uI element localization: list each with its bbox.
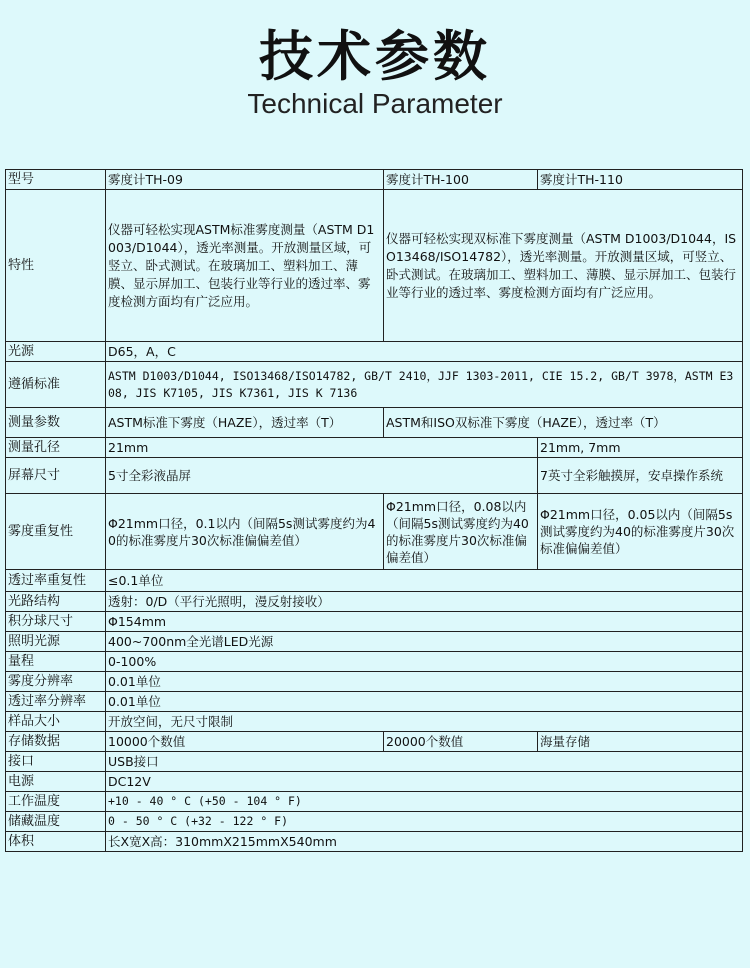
table-row xyxy=(6,772,743,792)
row-label: 光源 xyxy=(6,342,106,362)
table-cell: 10000个数值 xyxy=(106,732,384,752)
table-cell: 20000个数值 xyxy=(384,732,538,752)
row-label: 量程 xyxy=(6,652,106,672)
table-cell: D65，A，C xyxy=(106,342,743,362)
table-cell: 仪器可轻松实现ASTM标准雾度测量（ASTM D1003/D1044），透光率测量。开放测量区域，可竖立、卧式测试。在玻璃加工、塑料加工、薄膜、显示屏加工、包装行业等行业的透过率、雾度检测方面均有广泛应用。 xyxy=(106,190,384,342)
table-row xyxy=(6,342,743,362)
table-cell: 开放空间，无尺寸限制 xyxy=(106,712,743,732)
table-cell: 400~700nm全光谱LED光源 xyxy=(106,632,743,652)
row-label: 存储数据 xyxy=(6,732,106,752)
row-label: 光路结构 xyxy=(6,592,106,612)
table-row xyxy=(6,190,743,342)
table-cell: ASTM和ISO双标准下雾度（HAZE），透过率（T） xyxy=(384,408,743,438)
row-label: 遵循标准 xyxy=(6,362,106,408)
table-cell: ASTM D1003/D1044, ISO13468/ISO14782, GB/T 2410，JJF 1303-2011, CIE 15.2, GB/T 3978，ASTM E308, JIS K7105, JIS K7361, JIS K 7136 xyxy=(106,362,743,408)
table-row xyxy=(6,170,743,190)
table-row xyxy=(6,408,743,438)
table-cell: 5寸全彩液晶屏 xyxy=(106,458,538,494)
row-label: 电源 xyxy=(6,772,106,792)
table-row xyxy=(6,652,743,672)
table-cell: 0.01单位 xyxy=(106,692,743,712)
table-row xyxy=(6,570,743,592)
row-label: 特性 xyxy=(6,190,106,342)
row-label: 雾度分辨率 xyxy=(6,672,106,692)
table-row xyxy=(6,494,743,570)
table-row xyxy=(6,612,743,632)
table-cell: 7英寸全彩触摸屏，安卓操作系统 xyxy=(538,458,743,494)
table-cell: 长X宽X高：310mmX215mmX540mm xyxy=(106,832,743,852)
table-cell: 雾度计TH-09 xyxy=(106,170,384,190)
table-row xyxy=(6,672,743,692)
table-cell: USB接口 xyxy=(106,752,743,772)
table-cell: 21mm, 7mm xyxy=(538,438,743,458)
table-cell: 0 - 50 ° C (+32 - 122 ° F) xyxy=(106,812,743,832)
table-row xyxy=(6,438,743,458)
row-label: 样品大小 xyxy=(6,712,106,732)
table-row xyxy=(6,752,743,772)
table-cell: +10 - 40 ° C (+50 - 104 ° F) xyxy=(106,792,743,812)
table-row xyxy=(6,712,743,732)
row-label: 屏幕尺寸 xyxy=(6,458,106,494)
table-cell: Φ21mm口径，0.08以内（间隔5s测试雾度约为40的标准雾度片30次标准偏偏差值） xyxy=(384,494,538,570)
table-row xyxy=(6,592,743,612)
row-label: 测量参数 xyxy=(6,408,106,438)
table-cell: ≤0.1单位 xyxy=(106,570,743,592)
table-cell: DC12V xyxy=(106,772,743,792)
row-label: 测量孔径 xyxy=(6,438,106,458)
table-cell: 仪器可轻松实现双标准下雾度测量（ASTM D1003/D1044，ISO13468/ISO14782），透光率测量。开放测量区域，可竖立、卧式测试。在玻璃加工、塑料加工、薄膜、显示屏加工、包装行业等行业的透过率、雾度检测方面均有广泛应用。 xyxy=(384,190,743,342)
table-row xyxy=(6,458,743,494)
table-cell: Φ21mm口径，0.05以内（间隔5s测试雾度约为40的标准雾度片30次标准偏偏差值） xyxy=(538,494,743,570)
table-cell: 0-100% xyxy=(106,652,743,672)
table-row xyxy=(6,732,743,752)
spec-table xyxy=(5,169,743,852)
page-subtitle: Technical Parameter xyxy=(247,88,503,119)
row-label: 型号 xyxy=(6,170,106,190)
table-cell: 雾度计TH-100 xyxy=(384,170,538,190)
table-cell: 透射：0/D（平行光照明，漫反射接收） xyxy=(106,592,743,612)
table-cell: ASTM标准下雾度（HAZE），透过率（T） xyxy=(106,408,384,438)
row-label: 接口 xyxy=(6,752,106,772)
table-cell: Φ154mm xyxy=(106,612,743,632)
row-label: 透过率分辨率 xyxy=(6,692,106,712)
table-row xyxy=(6,832,743,852)
table-cell: 21mm xyxy=(106,438,538,458)
table-row xyxy=(6,812,743,832)
row-label: 体积 xyxy=(6,832,106,852)
page-title: 技术参数 xyxy=(259,25,491,88)
table-cell: Φ21mm口径，0.1以内（间隔5s测试雾度约为40的标准雾度片30次标准偏偏差值） xyxy=(106,494,384,570)
table-cell: 0.01单位 xyxy=(106,672,743,692)
table-cell: 雾度计TH-110 xyxy=(538,170,743,190)
row-label: 储藏温度 xyxy=(6,812,106,832)
table-cell: 海量存储 xyxy=(538,732,743,752)
table-row xyxy=(6,362,743,408)
row-label: 工作温度 xyxy=(6,792,106,812)
table-row xyxy=(6,692,743,712)
row-label: 雾度重复性 xyxy=(6,494,106,570)
row-label: 积分球尺寸 xyxy=(6,612,106,632)
row-label: 照明光源 xyxy=(6,632,106,652)
table-row xyxy=(6,792,743,812)
table-row xyxy=(6,632,743,652)
row-label: 透过率重复性 xyxy=(6,570,106,592)
